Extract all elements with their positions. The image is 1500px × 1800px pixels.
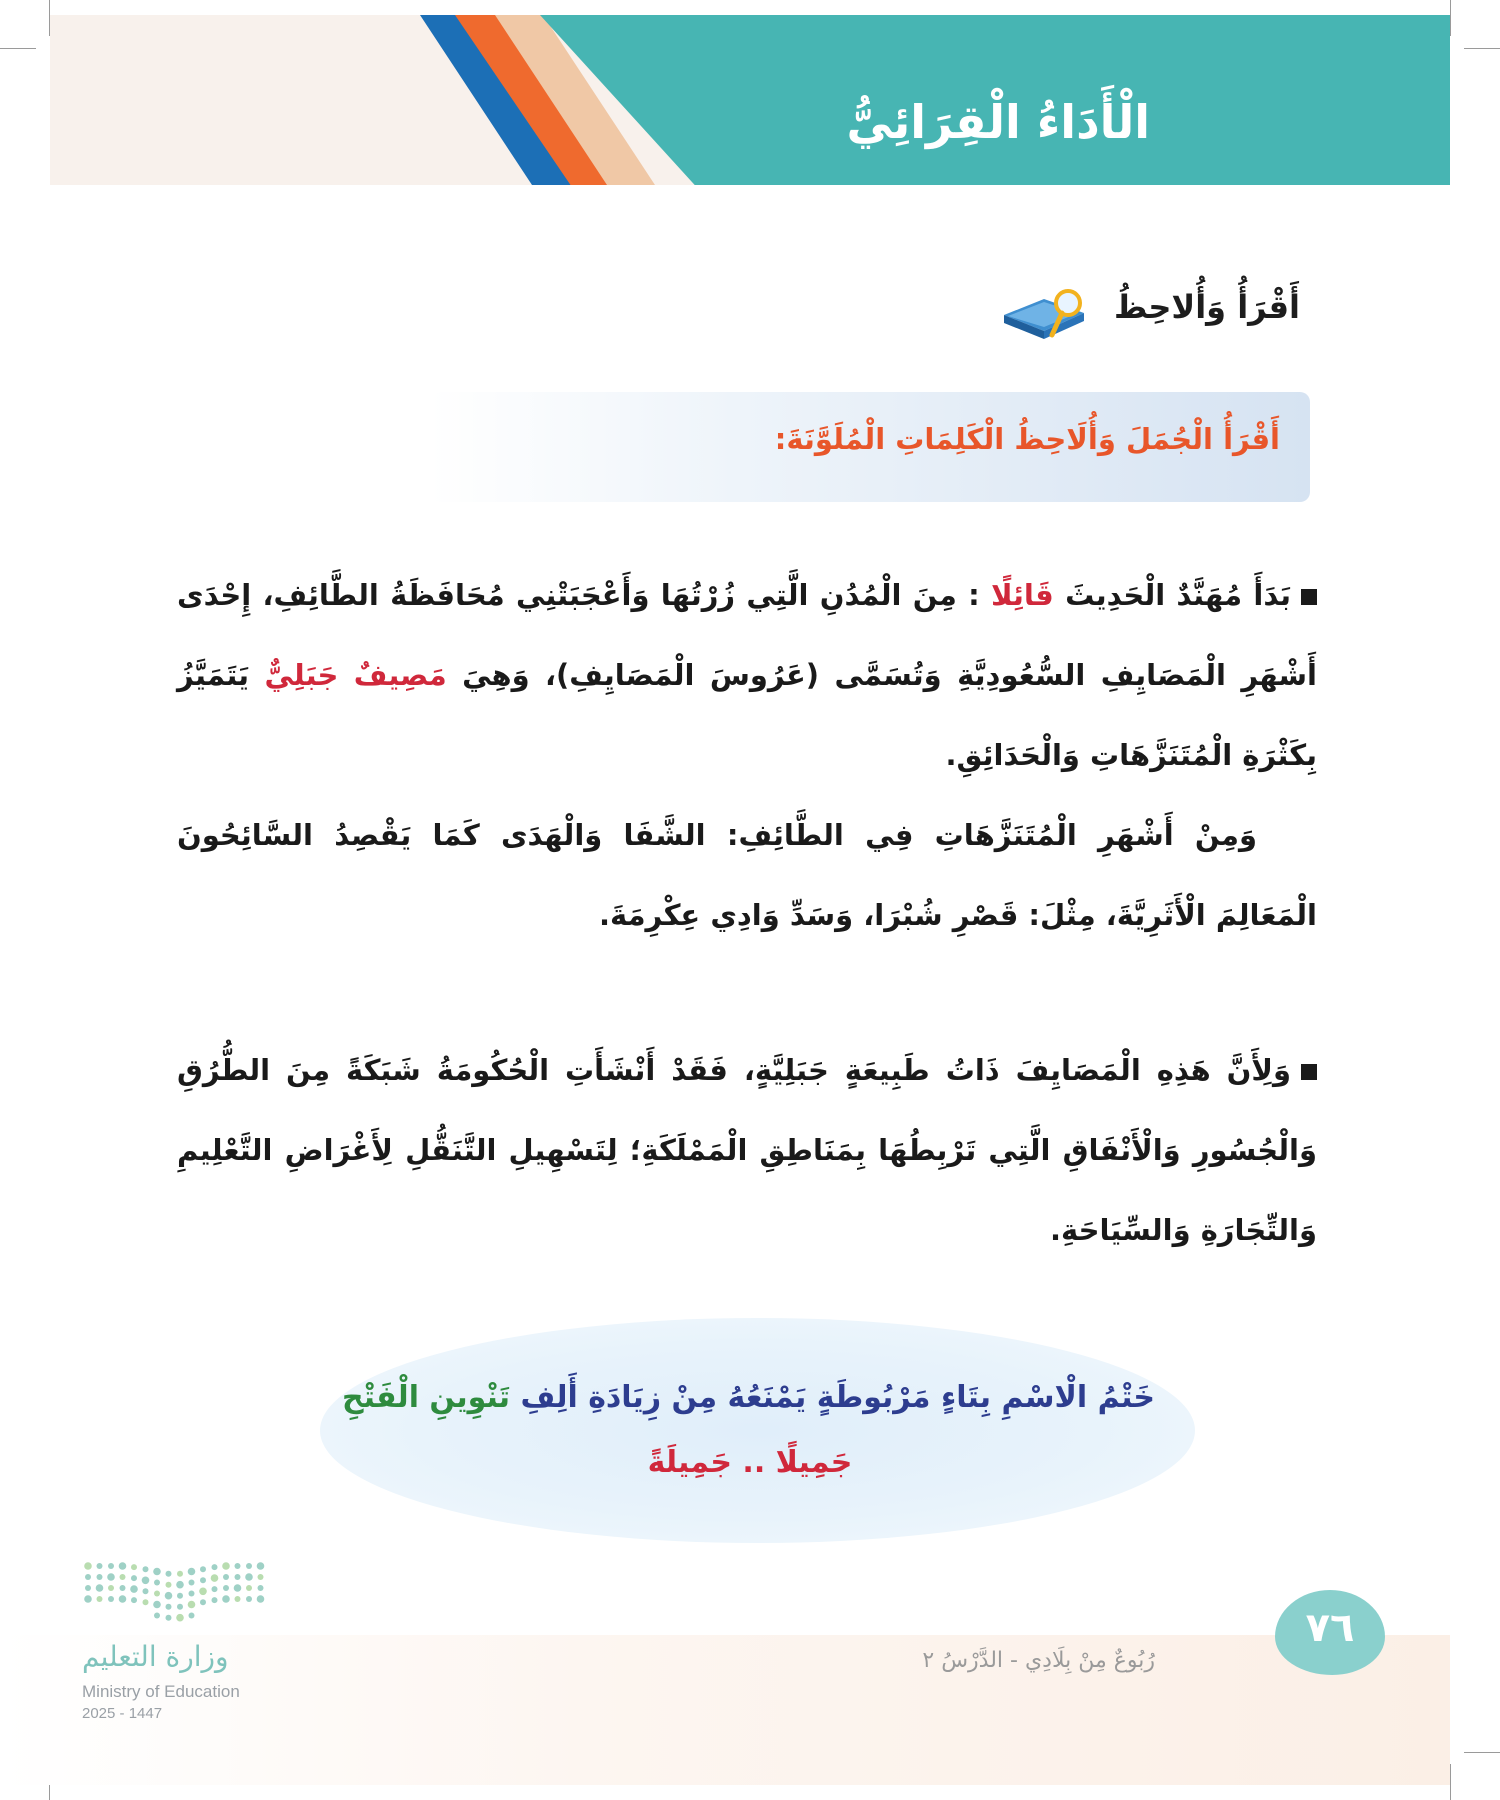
tip-rule-highlight: تَنْوِينِ الْفَتْحِ (341, 1380, 511, 1415)
ministry-name-english: Ministry of Education (82, 1682, 240, 1701)
section-heading: أَقْرَأُ وَأُلاحِظُ (1114, 288, 1300, 326)
paragraph-3 (177, 1030, 1317, 1270)
bullet-square (1301, 1064, 1317, 1080)
paragraph-1-text-c: يَتَمَيَّزُ بِكَثْرَةِ الْمُتَنَزَّهَاتِ وَالْحَدَائِقِ. (177, 658, 1317, 772)
paragraph-1-text-b: : مِنَ الْمُدُنِ الَّتِي زُرْتُهَا وَأَعْجَبَتْنِي مُحَافَظَةُ الطَّائِفِ، إِحْدَى أَشْهَرِ الْمَصَايِفِ السُّعُودِيَّةِ وَتُسَمَّى (عَرُوسَ الْمَصَايِفِ)، وَهِيَ (177, 578, 1317, 692)
tip-rule (342, 1380, 1155, 1415)
bullet-square (1301, 589, 1317, 605)
instruction-text: أَقْرَأُ الْجُمَلَ وَأُلَاحِظُ الْكَلِمَاتِ الْمُلَوَّنَةَ: (774, 422, 1280, 456)
tip-rule-text: خَتْمُ الْاسْمِ بِتَاءٍ مَرْبُوطَةٍ يَمْنَعُهُ مِنْ زِيَادَةِ أَلِفِ (520, 1380, 1155, 1415)
crop-mark (1464, 48, 1500, 49)
highlight-phrase: مَصِيفٌ جَبَلِيٌّ (264, 658, 447, 692)
page-title: الْأَدَاءُ الْقِرَائِيُّ (846, 95, 1150, 149)
ministry-logo-icon (82, 1560, 272, 1630)
ministry-year: 2025 - 1447 (82, 1705, 163, 1722)
paragraph-1 (177, 555, 1317, 795)
ministry-name-arabic: وزارة التعليم (82, 1640, 229, 1673)
paragraph-3-text: وَلِأَنَّ هَذِهِ الْمَصَايِفَ ذَاتُ طَبِيعَةٍ جَبَلِيَّةٍ، فَقَدْ أَنْشَأَتِ الْحُكُومَةُ شَبَكَةً مِنَ الطُّرُقِ وَالْجُسُورِ وَالْأَنْفَاقِ الَّتِي تَرْبِطُهَا بِمَنَاطِقِ الْمَمْلَكَةِ؛ لِتَسْهِيلِ التَّنَقُّلِ لِأَغْرَاضِ التَّعْلِيمِ وَالتِّجَارَةِ وَالسِّيَاحَةِ. (177, 1053, 1317, 1247)
page-number: ٧٦ (1305, 1605, 1355, 1651)
crop-mark (1464, 1752, 1500, 1753)
instruction-box (430, 392, 1310, 502)
book-magnifier-icon (1000, 285, 1088, 343)
tip-bubble (320, 1318, 1195, 1543)
crop-mark (0, 48, 36, 49)
paragraph-1-text-a: بَدَأَ مُهَنَّدٌ الْحَدِيثَ (1065, 578, 1291, 612)
unit-lesson-label: رُبُوعٌ مِنْ بِلَادِي - الدَّرْسُ ٢ (922, 1648, 1155, 1673)
highlight-word: قَائِلًا (990, 578, 1054, 612)
crop-mark (1450, 1764, 1451, 1800)
tip-example: جَمِيلًا .. جَمِيلَةً (647, 1445, 853, 1480)
paragraph-2: وَمِنْ أَشْهَرِ الْمُتَنَزَّهَاتِ فِي الطَّائِفِ: الشَّفَا وَالْهَدَى كَمَا يَقْصِدُ السَّائِحُونَ الْمَعَالِمَ الْأَثَرِيَّةَ، مِثْلَ: قَصْرِ شُبْرَا، وَسَدِّ وَادِي عِكْرِمَةَ. (177, 818, 1317, 932)
crop-mark (1450, 0, 1451, 36)
